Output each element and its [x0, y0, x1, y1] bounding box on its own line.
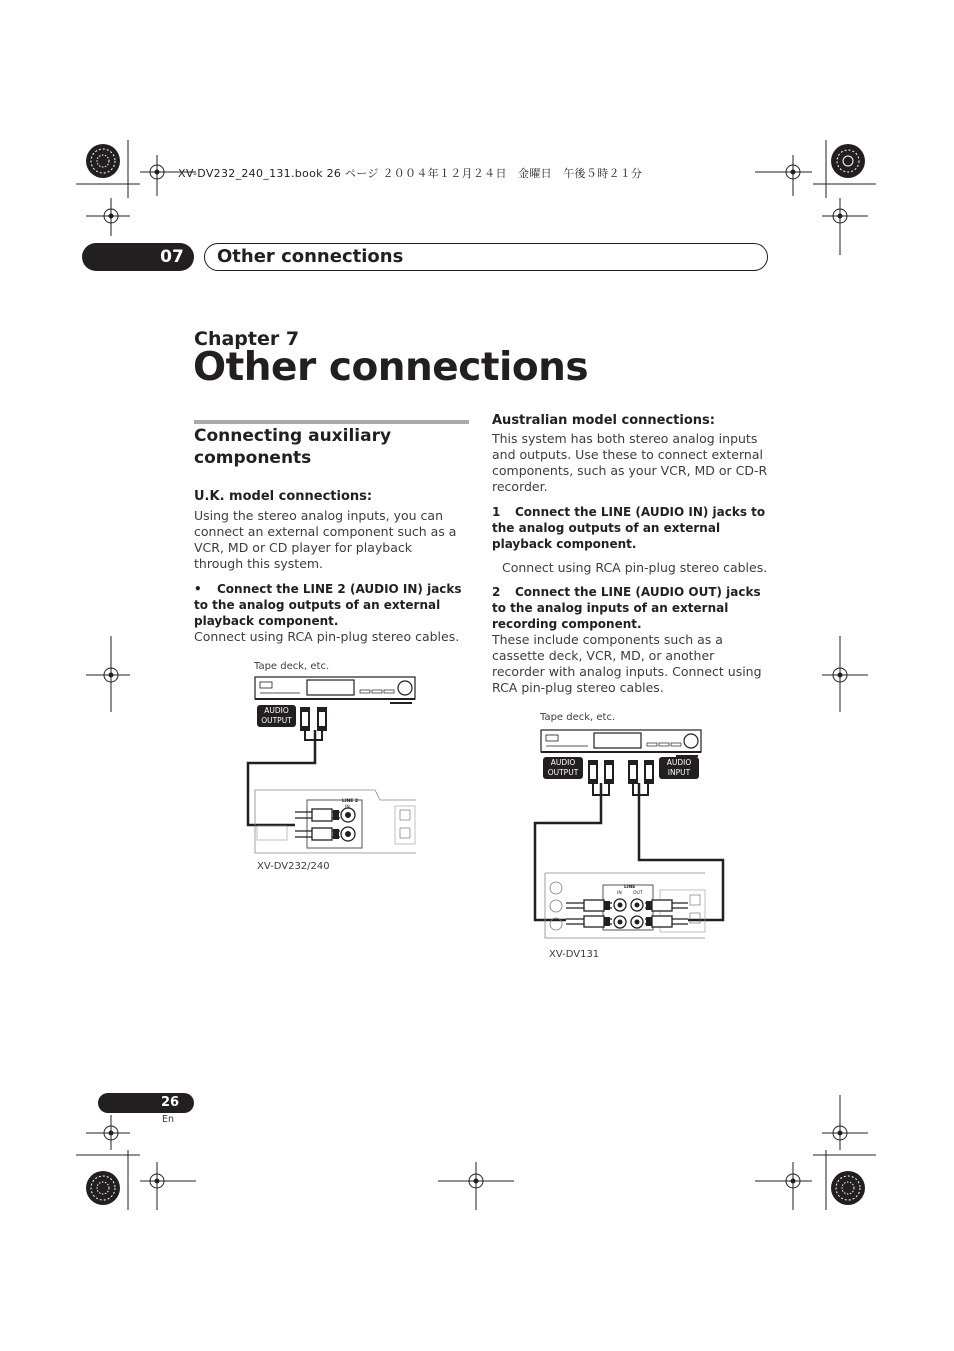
aus-audio-output-badge: [543, 758, 583, 778]
uk-body: Using the stereo analog inputs, you can connect an external component such as a VCR, MD or CD player for playback through this system.: [194, 508, 457, 571]
aus-device-label: Tape deck, etc.: [540, 712, 616, 723]
aus-in-badge-line1: AUDIO: [666, 758, 692, 767]
page-language: En: [162, 1114, 175, 1125]
step1-number: 1: [492, 505, 501, 519]
step1-text: Connect the LINE (AUDIO IN) jacks to the analog outputs of an external playback component.: [492, 505, 766, 551]
book-file-header: XV-DV232_240_131.book 26 ページ ２００４年１２月２４日 金曜日 午後５時２１分: [178, 167, 643, 180]
aus-jack-label: LINE: [624, 885, 636, 890]
uk-model-label: XV-DV232/240: [257, 861, 330, 872]
uk-jack-sub: IN: [345, 805, 350, 810]
uk-device-label: Tape deck, etc.: [254, 661, 330, 672]
chapter-number: 07: [160, 247, 184, 267]
aus-jack-in: IN: [617, 891, 622, 896]
section-heading-line1: Connecting auxiliary: [194, 426, 392, 446]
uk-step: Connect the LINE 2 (AUDIO IN) jacks to the analog outputs of an external playback component.: [194, 582, 462, 628]
step1-note: Connect using RCA pin-plug stereo cables.: [502, 560, 768, 575]
uk-heading: U.K. model connections:: [194, 489, 373, 504]
page-number: 26: [160, 1095, 180, 1110]
aus-jack-out: OUT: [633, 891, 643, 896]
aus-body: This system has both stereo analog inputs and outputs. Use these to connect external components, such as your VCR, MD or CD-R recorder.: [492, 431, 768, 494]
page-title: Other connections: [193, 345, 589, 390]
running-chapter-title: Other connections: [217, 246, 404, 267]
uk-badge-line2: OUTPUT: [261, 716, 292, 725]
bullet-symbol: •: [194, 582, 202, 596]
aus-model-label: XV-DV131: [549, 949, 600, 960]
aus-out-badge-line1: AUDIO: [550, 758, 576, 767]
uk-step-note: Connect using RCA pin-plug stereo cables.: [194, 629, 460, 644]
step2-number: 2: [492, 585, 501, 599]
aus-heading: Australian model connections:: [492, 413, 715, 428]
uk-badge-line1: AUDIO: [264, 706, 289, 715]
aus-in-badge-line2: INPUT: [667, 768, 691, 777]
chapter-label: Chapter 7: [194, 328, 300, 350]
step2-note: These include components such as a cassette deck, VCR, MD, or another recorder with analog inputs. Connect using RCA pin-plug stereo cables.: [492, 632, 762, 695]
step2-text: Connect the LINE (AUDIO OUT) jacks to the analog inputs of an external recording component.: [492, 585, 761, 631]
aus-audio-input-badge: [659, 758, 699, 778]
uk-jack-label: LINE 2: [342, 799, 359, 804]
section-heading-line2: components: [194, 448, 312, 468]
aus-out-badge-line2: OUTPUT: [547, 768, 579, 777]
